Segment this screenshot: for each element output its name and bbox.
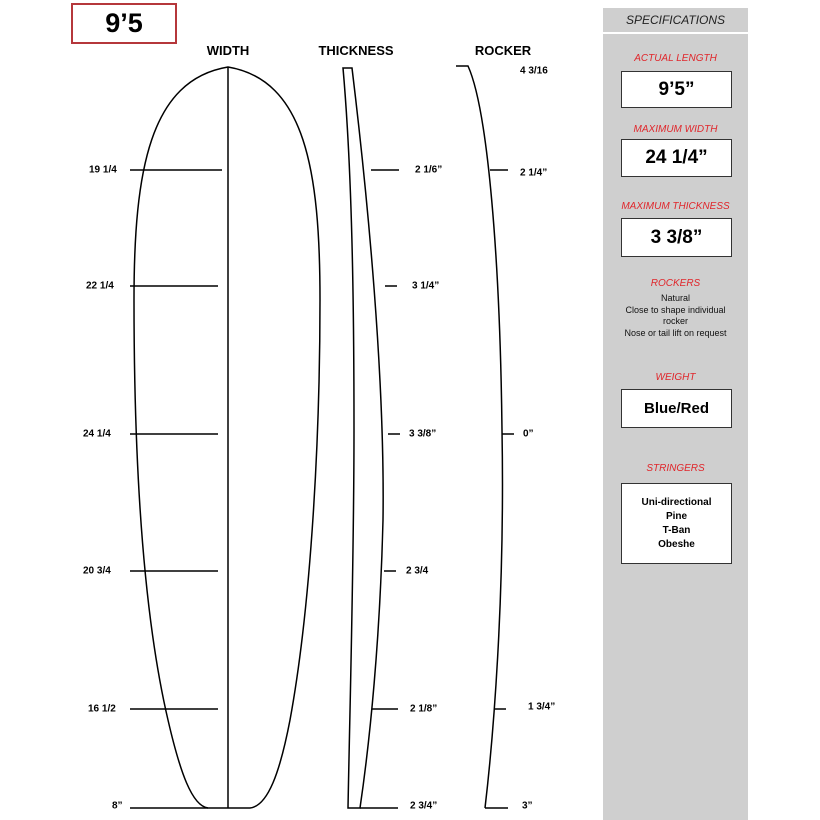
width-label: 20 3/4 (83, 565, 111, 577)
rockers-notes (603, 293, 748, 339)
actual-length-label: ACTUAL LENGTH (634, 53, 717, 64)
rockers-label: ROCKERS (650, 278, 701, 289)
actual-length-value: 9’5” (658, 78, 695, 100)
specifications-panel (603, 8, 748, 820)
plan-view-outline (134, 67, 320, 808)
width-label: 19 1/4 (89, 164, 117, 176)
thickness-label: 2 1/6” (415, 164, 443, 176)
thickness-profile-outline (343, 68, 383, 808)
rocker-label: 0” (523, 428, 534, 440)
stringer-item: Obeshe (658, 538, 695, 550)
width-column-header: WIDTH (206, 43, 250, 58)
weight-box (621, 389, 732, 428)
width-label: 22 1/4 (86, 280, 114, 292)
rockers-note-line: rocker (662, 316, 688, 326)
rocker-label: 4 3/16 (520, 65, 548, 77)
stringers-label: STRINGERS (646, 463, 705, 474)
rocker-column-header: ROCKER (474, 43, 532, 58)
stringer-item: T-Ban (662, 524, 691, 536)
rocker-profile-outline (456, 66, 502, 808)
max-thickness-box (621, 218, 732, 257)
max-width-box (621, 139, 732, 177)
stringers-box (621, 483, 732, 564)
max-width-value: 24 1/4” (645, 147, 708, 168)
weight-label: WEIGHT (655, 372, 696, 383)
stringer-item: Uni-directional (641, 496, 712, 508)
weight-value: Blue/Red (643, 400, 709, 417)
rocker-label: 1 3/4” (528, 701, 556, 713)
rockers-note-line: Natural (660, 293, 690, 303)
specifications-heading: SPECIFICATIONS (603, 8, 748, 34)
rockers-note-line: Nose or tail lift on request (624, 327, 727, 338)
board-length-title-text: 9’5 (105, 8, 143, 38)
thickness-label: 2 1/8” (410, 703, 438, 715)
width-label: 24 1/4 (83, 428, 111, 440)
thickness-label: 2 3/4” (410, 800, 438, 812)
width-label: 8” (112, 800, 123, 812)
width-label: 16 1/2 (88, 703, 116, 715)
thickness-label: 3 3/8” (409, 428, 437, 440)
rocker-label: 3” (522, 800, 533, 812)
rockers-note-line: Close to shape individual (625, 304, 726, 315)
max-thickness-value: 3 3/8” (650, 226, 703, 248)
stringer-item: Pine (665, 510, 688, 522)
thickness-label: 2 3/4 (406, 565, 429, 577)
max-thickness-label: MAXIMUM THICKNESS (621, 201, 730, 212)
thickness-label: 3 1/4” (412, 280, 440, 292)
thickness-column-header: THICKNESS (318, 43, 394, 58)
rocker-label: 2 1/4” (520, 167, 548, 179)
actual-length-box (621, 71, 732, 108)
max-width-label: MAXIMUM WIDTH (633, 124, 718, 135)
